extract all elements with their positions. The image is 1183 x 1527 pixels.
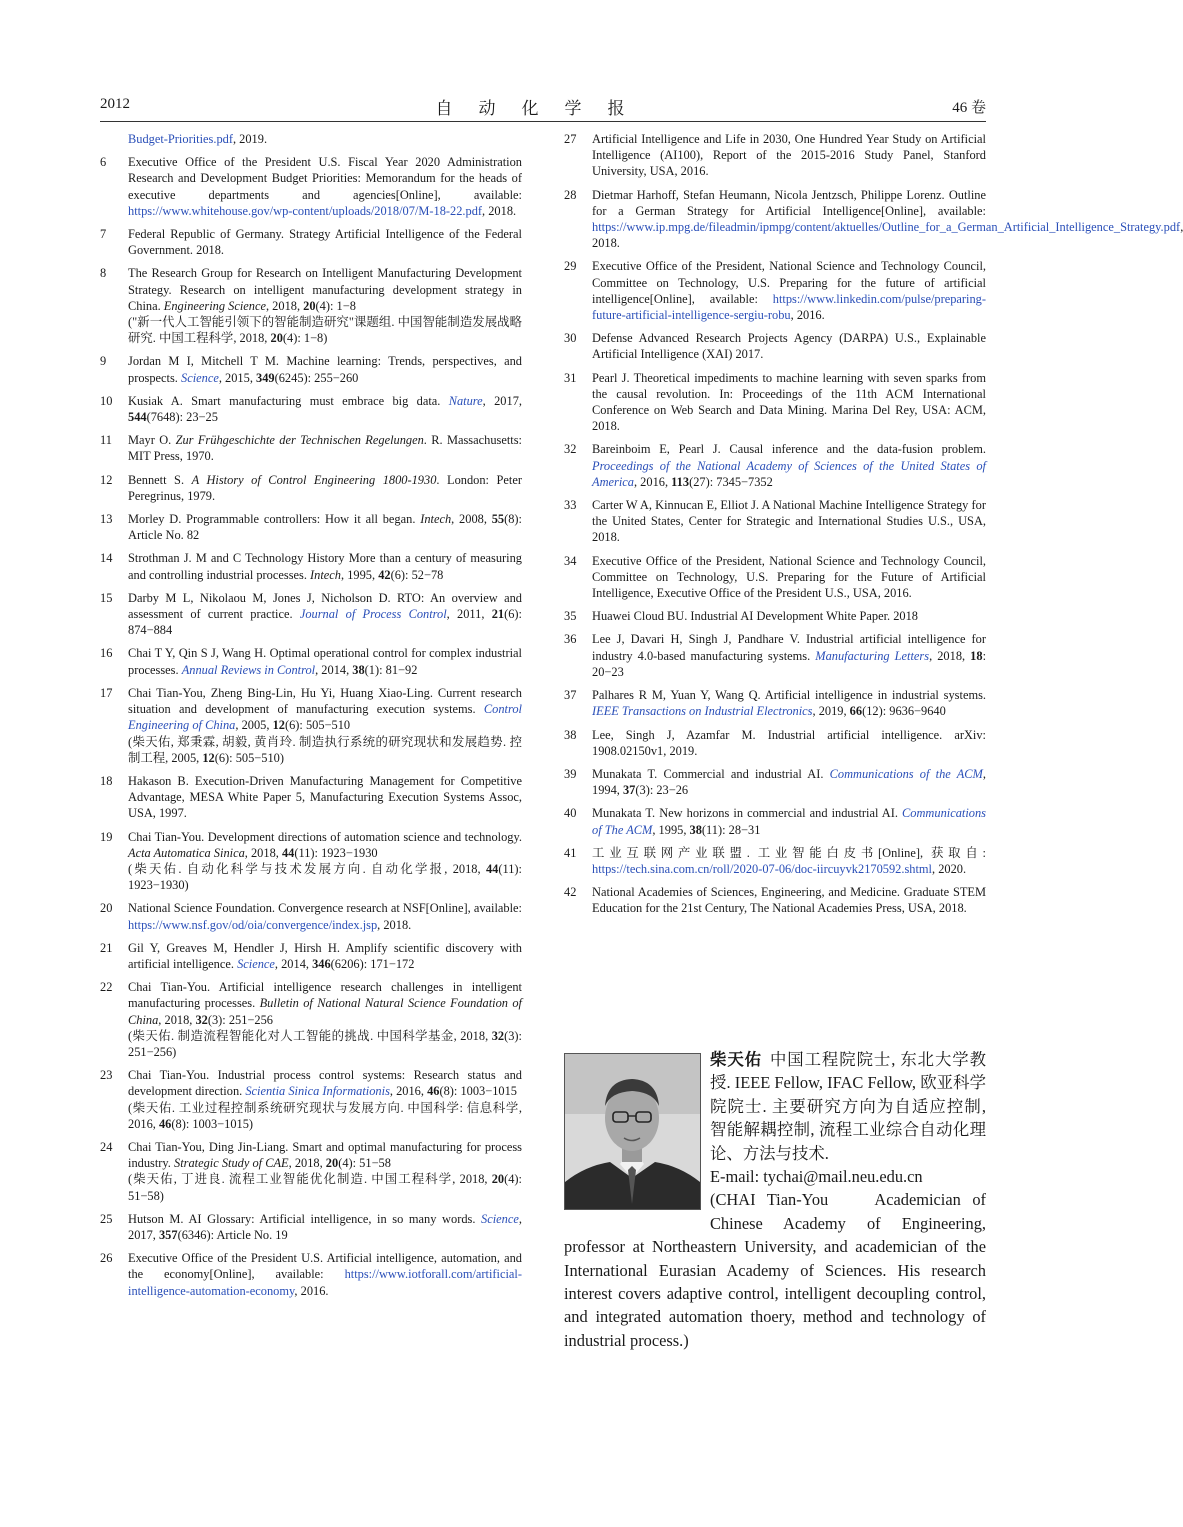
reference-number: 34: [564, 553, 577, 568]
reference-segment: Hakason B. Execution-Driven Manufacturing Management for Competitive Advantage, MESA White Paper 5, Manufacturing Execution Systems Assoc, USA, 1997.: [128, 773, 522, 821]
reference-number: 13: [100, 512, 113, 527]
reference-segment: Executive Office of the President U.S. Artificial intelligence, automation, and the economy[Online], available:: [128, 1251, 522, 1282]
reference-segment: , 2016,: [633, 474, 672, 489]
reference-segment: 12: [272, 718, 285, 733]
reference-number: 31: [564, 370, 577, 385]
reference-segment: Bareinboim E, Pearl J. Causal inference and the data-fusion problem.: [592, 442, 986, 457]
reference-link[interactable]: Budget-Priorities.pdf: [128, 132, 233, 146]
reference-item: [564, 497, 986, 546]
reference-text: [592, 805, 986, 837]
reference-segment: Pearl J. Theoretical impediments to machine learning with seven sparks from the causal revolution. In: Proceedings of the 11th ACM International Conference on Web Search and Data Mining. Marina Del Rey, USA: ACM, 2018.: [592, 370, 986, 434]
reference-segment: Palhares R M, Yuan Y, Wang Q. Artificial intelligence in industrial systems.: [592, 688, 986, 703]
reference-link[interactable]: https://www.nsf.gov/od/oia/convergence/index.jsp: [128, 917, 378, 932]
page-header: [100, 96, 986, 118]
reference-number: 29: [564, 259, 577, 274]
reference-segment: , 2017,: [482, 393, 522, 408]
reference-segment: (柴天佑, 丁进良. 流程工业智能优化制造. 中国工程科学, 2018,: [128, 1172, 492, 1187]
reference-number: 15: [100, 590, 113, 605]
reference-item: [100, 353, 522, 385]
reference-segment: , 1995,: [341, 567, 379, 582]
reference-segment: Lee J, Davari H, Singh J, Pandhare V. Industrial artificial intelligence for industry 4.0-based manufacturing systems.: [592, 632, 986, 663]
reference-segment: (4): 51−58: [338, 1156, 391, 1171]
reference-number: 21: [100, 940, 113, 955]
reference-segment: 44: [281, 845, 295, 860]
reference-segment: Chai Tian-You, Zheng Bing-Lin, Hu Yi, Huang Xiao-Ling. Current research situation and development of manufacturing execution systems.: [128, 685, 522, 717]
reference-link[interactable]: Science: [237, 956, 275, 971]
reference-segment: 37: [622, 783, 636, 798]
reference-segment: , 2008,: [451, 512, 492, 527]
reference-text: [592, 766, 986, 798]
reference-link[interactable]: Journal of Process Control: [299, 607, 447, 622]
reference-item: [100, 226, 522, 258]
reference-segment: (6206): 171−172: [330, 956, 415, 971]
author-biography: [564, 1048, 986, 1352]
reference-segment: (1): 81−92: [364, 662, 418, 677]
reference-number: 25: [100, 1211, 113, 1226]
reference-segment: , 2018.: [482, 203, 517, 218]
reference-segment: (4): 1−8: [315, 298, 356, 313]
reference-text: [128, 472, 522, 504]
reference-segment: 42: [378, 567, 391, 582]
reference-segment: (3): 23−26: [635, 783, 689, 798]
portrait-image: [565, 1054, 700, 1209]
reference-number: 32: [564, 442, 577, 457]
reference-segment: , 2005,: [235, 718, 273, 733]
reference-item: [100, 900, 522, 932]
reference-number: 17: [100, 685, 113, 700]
reference-link[interactable]: Proceedings of the National Academy of Sciences of the United States of America: [592, 458, 986, 489]
reference-number: 42: [564, 885, 577, 900]
reference-text: [128, 685, 522, 766]
reference-number: 26: [100, 1251, 113, 1266]
reference-item: [564, 553, 986, 602]
reference-segment: (柴天佑. 制造流程智能化对人工智能的挑战. 中国科学基金, 2018,: [128, 1028, 492, 1043]
reference-segment: Defense Advanced Research Projects Agency (DARPA) U.S., Explainable Artificial Intelligence (XAI) 2017.: [592, 331, 986, 362]
reference-segment: The Research Group for Research on Intelligent Manufacturing Development Strategy. Research on intelligent manufacturing development strategy in China.: [128, 266, 522, 313]
reference-number: 9: [100, 354, 107, 369]
reference-text: [592, 258, 986, 323]
reference-text: [592, 845, 986, 877]
reference-number: 7: [100, 227, 107, 242]
reference-segment: (11): 1923−1930: [294, 845, 378, 860]
reference-segment: 46: [158, 1116, 172, 1131]
reference-link[interactable]: Communications of The ACM: [592, 806, 986, 837]
reference-segment: Executive Office of the President, National Science and Technology Council, Committee on Technology, U.S. Preparing for the future of artificial intelligence[Online], available:: [592, 259, 986, 306]
reference-segment: Federal Republic of Germany. Strategy Artificial Intelligence of the Federal Government. 2018.: [128, 227, 522, 258]
reference-segment: (11): 1923−1930): [128, 861, 522, 893]
reference-link[interactable]: IEEE Transactions on Industrial Electronics: [592, 704, 813, 719]
reference-text: [128, 979, 522, 1060]
reference-item: [564, 131, 986, 180]
reference-segment: (7648): 23−25: [146, 410, 218, 425]
reference-text: [128, 353, 522, 385]
reference-item: [100, 1250, 522, 1299]
reference-text: [128, 940, 522, 972]
reference-number: 12: [100, 472, 113, 487]
reference-number: 16: [100, 646, 113, 661]
reference-segment: Chai Tian-You, Ding Jin-Liang. Smart and optimal manufacturing for process industry.: [128, 1139, 522, 1171]
reference-segment: , 2018,: [288, 1156, 326, 1171]
header-rule: [100, 121, 986, 122]
reference-segment: A History of Control Engineering 1800-1930: [191, 472, 437, 487]
reference-segment: , 2019.: [232, 132, 268, 146]
reference-number: 38: [564, 727, 577, 742]
reference-number: 19: [100, 829, 113, 844]
biography-en: Academician of Chinese Academy of Engineering, professor at Northeastern University, and academician of the International Eurasian Academy of Sciences. His research interest covers adaptive control, intelligent decoupling control, and integrated automation thoery, method and technology of industrial process.): [564, 1190, 987, 1350]
reference-segment: (12): 9636−9640: [862, 704, 946, 719]
reference-segment: Intech: [420, 512, 452, 527]
reference-item: [564, 370, 986, 435]
reference-segment: Engineering Science: [163, 298, 266, 313]
reference-segment: , 2016,: [389, 1084, 428, 1099]
reference-item: [564, 727, 986, 759]
reference-segment: Artificial Intelligence and Life in 2030, One Hundred Year Study on Artificial Intelligence (AI100), Report of the 2015-2016 Study Panel, Stanford University, USA, 2016.: [592, 132, 986, 179]
reference-link[interactable]: Control Engineering of China: [128, 702, 522, 733]
reference-segment: Zur Frühgeschichte der Technischen Regelungen: [175, 433, 424, 448]
reference-item: [100, 590, 522, 639]
reference-text: [128, 226, 522, 258]
reference-text: [128, 590, 522, 639]
reference-segment: (柴天佑. 自动化科学与技术发展方向. 自动化学报, 2018,: [128, 861, 486, 876]
reference-number: 8: [100, 266, 107, 281]
reference-item: [564, 687, 986, 719]
reference-segment: 21: [491, 607, 505, 622]
reference-item: [100, 1139, 522, 1204]
reference-number: 36: [564, 632, 577, 647]
reference-item: [100, 829, 522, 894]
references-right-column: [564, 131, 1183, 924]
reference-segment: 工业互联网产业联盟. 工业智能白皮书[Online], 获取自:: [592, 845, 986, 860]
reference-segment: 12: [202, 750, 215, 765]
reference-segment: , 2011,: [446, 607, 492, 622]
reference-item: [564, 330, 986, 362]
reference-text: [128, 265, 522, 346]
reference-link[interactable]: https://tech.sina.com.cn/roll/2020-07-06/doc-iircuyvk2170592.shtml: [592, 861, 933, 876]
reference-item: [100, 940, 522, 972]
reference-text: [592, 884, 986, 916]
reference-segment: 20: [270, 331, 283, 346]
reference-segment: (6245): 255−260: [274, 370, 359, 385]
reference-segment: (6): 874−884: [128, 607, 522, 638]
reference-text: [128, 829, 522, 894]
reference-segment: 46: [427, 1084, 440, 1099]
reference-item: [564, 187, 1183, 252]
reference-segment: , 1994,: [592, 766, 986, 798]
reference-link[interactable]: https://www.whitehouse.gov/wp-content/uploads/2018/07/M-18-22.pdf: [128, 203, 483, 218]
reference-segment: 20: [303, 298, 316, 313]
reference-item: [564, 766, 986, 798]
reference-segment: (4): 1−8): [282, 331, 328, 346]
reference-text: [592, 608, 986, 624]
reference-number: 30: [564, 331, 577, 346]
reference-link[interactable]: Annual Reviews in Control: [181, 662, 316, 677]
reference-item: [100, 472, 522, 504]
reference-segment: Huawei Cloud BU. Industrial AI Development White Paper. 2018: [592, 609, 919, 624]
reference-number: 39: [564, 766, 577, 781]
reference-segment: , 2016.: [790, 308, 825, 323]
reference-number: 28: [564, 187, 577, 202]
reference-segment: Munakata T. Commercial and industrial AI.: [592, 766, 830, 781]
reference-item: [100, 645, 522, 677]
reference-item: [564, 805, 986, 837]
reference-segment: Jordan M I, Mitchell T M. Machine learning: Trends, perspectives, and prospects.: [128, 354, 522, 385]
reference-text: [128, 432, 522, 464]
reference-segment: (3): 251−256): [128, 1028, 522, 1059]
reference-text: [128, 550, 522, 582]
reference-segment: 38: [352, 662, 365, 677]
reference-segment: . London: Peter Peregrinus, 1979.: [128, 472, 522, 503]
reference-text: [592, 330, 986, 362]
reference-number: 22: [100, 980, 113, 995]
reference-link[interactable]: https://www.iotforall.com/artificial-intelligence-automation-economy: [128, 1267, 522, 1298]
reference-item: [564, 631, 986, 680]
reference-segment: Hutson M. AI Glossary: Artificial intelligence, in so many words.: [128, 1211, 482, 1226]
reference-text: [592, 687, 986, 719]
journal-title: 自动化学报: [435, 99, 651, 118]
reference-item: [564, 884, 986, 916]
reference-number: 40: [564, 806, 577, 821]
reference-segment: Bennett S.: [128, 472, 192, 487]
reference-segment: (6346): Article No. 19: [177, 1227, 288, 1242]
reference-item: [564, 258, 986, 323]
reference-segment: (27): 7345−7352: [689, 474, 773, 489]
reference-segment: (8): 1003−1015: [439, 1084, 517, 1099]
reference-text: [592, 553, 986, 602]
reference-number: 33: [564, 498, 577, 513]
reference-link[interactable]: Communications of the ACM: [829, 766, 983, 781]
reference-item: [100, 979, 522, 1060]
reference-number: 35: [564, 609, 577, 624]
reference-segment: Morley D. Programmable controllers: How it all began.: [128, 512, 421, 527]
reference-link[interactable]: Nature: [448, 393, 483, 408]
reference-segment: 349: [256, 370, 275, 385]
reference-segment: , 2018.: [592, 220, 1183, 251]
reference-segment: 544: [128, 410, 147, 425]
reference-segment: , 2018,: [244, 845, 282, 860]
reference-item: [564, 608, 986, 624]
reference-text: [592, 187, 1183, 252]
reference-segment: , 2016.: [294, 1283, 329, 1298]
reference-segment: , 2014,: [274, 956, 313, 971]
reference-text: [128, 1139, 522, 1204]
reference-segment: Chai Tian-You. Artificial intelligence research challenges in intelligent manufacturing processes.: [128, 980, 522, 1011]
reference-number: 6: [100, 155, 107, 170]
reference-segment: (8): Article No. 82: [128, 512, 522, 543]
reference-item: [564, 845, 986, 877]
reference-segment: 55: [491, 512, 505, 527]
reference-segment: Strategic Study of CAE: [174, 1156, 289, 1171]
reference-segment: Kusiak A. Smart manufacturing must embrace big data.: [128, 393, 449, 408]
reference-text: [128, 1067, 522, 1132]
reference-segment: , 2018,: [265, 298, 304, 313]
reference-segment: , 2015,: [218, 370, 257, 385]
reference-text: [128, 511, 522, 543]
reference-segment: 346: [312, 956, 331, 971]
reference-segment: Intech: [310, 567, 342, 582]
reference-text: [128, 773, 522, 822]
reference-item: [100, 154, 522, 219]
reference-segment: (柴天佑. 工业过程控制系统研究现状与发展方向. 中国科学: 信息科学, 2016,: [128, 1100, 522, 1131]
reference-segment: Executive Office of the President, National Science and Technology Council, Committee on Technology, U.S. Preparing for the Future of Artificial Intelligence, Executive Office of the President U.S., USA, 2016.: [592, 553, 986, 601]
reference-item: [100, 1067, 522, 1132]
reference-segment: Chai Tian-You. Industrial process control systems: Research status and development direction.: [128, 1068, 522, 1099]
author-email: E-mail: tychai@mail.neu.edu.cn: [710, 1167, 923, 1187]
reference-segment: (柴天佑, 郑秉霖, 胡毅, 黄肖玲. 制造执行系统的研究现状和发展趋势. 控制工程, 2005,: [128, 734, 522, 765]
reference-text: [128, 1211, 522, 1243]
reference-number: 37: [564, 688, 577, 703]
reference-segment: , 2018.: [377, 917, 412, 932]
reference-number: 18: [100, 773, 113, 788]
reference-number: 27: [564, 132, 577, 146]
reference-segment: 66: [849, 704, 863, 719]
reference-segment: 20: [325, 1156, 339, 1171]
reference-segment: Gil Y, Greaves M, Hendler J, Hirsh H. Amplify scientific discovery with artificial intelligence.: [128, 940, 522, 971]
reference-link[interactable]: Science: [181, 370, 219, 385]
reference-number: 11: [100, 433, 112, 448]
author-photo: [564, 1053, 701, 1210]
reference-item: [100, 131, 522, 147]
reference-segment: Strothman J. M and C Technology History More than a century of measuring and controlling industrial processes.: [128, 551, 522, 582]
reference-text: [128, 900, 522, 932]
reference-segment: , 2018,: [929, 648, 971, 663]
reference-segment: Chai T Y, Qin S J, Wang H. Optimal operational control for complex industrial processes.: [128, 646, 522, 677]
reference-text: [128, 154, 522, 219]
volume-label: 46 卷: [952, 100, 986, 116]
author-name-en: (CHAI Tian-You: [710, 1190, 829, 1210]
reference-segment: (6): 505−510: [284, 718, 351, 733]
reference-item: [100, 265, 522, 346]
reference-item: [100, 393, 522, 425]
reference-item: [100, 511, 522, 543]
reference-text: [128, 1250, 522, 1299]
reference-segment: Executive Office of the President U.S. Fiscal Year 2020 Administration Research and Development Budget Priorities: Memorandum for the heads of executive departments and agencies[Online], available:: [128, 155, 522, 202]
reference-number: 23: [100, 1068, 113, 1083]
reference-item: [100, 432, 522, 464]
reference-segment: Munakata T. New horizons in commercial and industrial AI.: [592, 806, 903, 821]
biography-cn: 中国工程院院士, 东北大学教授. IEEE Fellow, IFAC Fellow, 欧亚科学院院士. 主要研究方向为自适应控制, 智能解耦控制, 流程工业综合自动化理论、方法与技术.: [710, 1050, 987, 1163]
reference-link[interactable]: https://www.ip.mpg.de/fileadmin/ipmpg/content/aktuelles/Outline_for_a_German_Artificial_Intelligence_Strategy.pdf: [592, 220, 1181, 235]
reference-segment: (8): 1003−1015): [171, 1116, 254, 1131]
reference-segment: ("新一代人工智能引领下的智能制造研究"课题组. 中国智能制造发展战略研究. 中国工程科学, 2018,: [128, 315, 522, 346]
reference-segment: Bulletin of National Natural Science Foundation of China: [128, 996, 522, 1027]
reference-number: 24: [100, 1139, 113, 1154]
reference-segment: , 2020.: [932, 861, 967, 876]
reference-text: [128, 393, 522, 425]
reference-segment: 44: [485, 861, 499, 876]
reference-text: [592, 497, 986, 546]
reference-segment: 32: [491, 1028, 505, 1043]
reference-segment: National Science Foundation. Convergence research at NSF[Online], available:: [128, 901, 522, 916]
reference-segment: 20: [491, 1172, 505, 1187]
reference-text: [592, 370, 986, 435]
reference-text: [128, 131, 522, 147]
reference-text: [592, 631, 986, 680]
reference-segment: Mayr O.: [128, 433, 176, 448]
reference-segment: 113: [671, 474, 690, 489]
reference-item: [100, 773, 522, 822]
reference-text: [592, 441, 986, 490]
references-left-column: [100, 131, 522, 1306]
reference-link[interactable]: Manufacturing Letters: [815, 648, 930, 663]
reference-segment: Darby M L, Nikolaou M, Jones J, Nicholson D. RTO: An overview and assessment of current practice.: [128, 590, 522, 622]
reference-segment: National Academies of Sciences, Engineering, and Medicine. Graduate STEM Education for the 21st Century, The National Academies Press, USA, 2018.: [592, 885, 986, 916]
reference-segment: , 2018,: [158, 1012, 196, 1027]
reference-segment: , 2019,: [812, 704, 850, 719]
reference-item: [100, 550, 522, 582]
reference-segment: , 2014,: [315, 662, 353, 677]
reference-segment: : 20−23: [592, 648, 987, 679]
reference-text: [592, 727, 986, 759]
reference-segment: Dietmar Harhoff, Stefan Heumann, Nicola Jentzsch, Philippe Lorenz. Outline for a German Strategy for Artificial Intelligence[Online], available:: [592, 187, 986, 218]
reference-text: [128, 645, 522, 677]
reference-segment: Lee, Singh J, Azamfar M. Industrial artificial intelligence. arXiv: 1908.02150v1, 2019.: [592, 727, 986, 758]
reference-segment: 18: [970, 648, 983, 663]
reference-link[interactable]: Scientia Sinica Informationis: [245, 1084, 390, 1099]
reference-segment: , 2017,: [128, 1211, 522, 1242]
reference-number: 14: [100, 551, 113, 566]
reference-segment: (4): 51−58): [128, 1172, 522, 1203]
reference-segment: (11): 28−31: [701, 822, 761, 837]
reference-segment: 38: [689, 822, 702, 837]
reference-segment: (6): 505−510): [214, 750, 285, 765]
reference-number: 20: [100, 901, 113, 916]
reference-text: [592, 131, 986, 180]
reference-segment: , 1995,: [652, 822, 690, 837]
page-number: 2012: [100, 96, 130, 112]
reference-number: 41: [564, 845, 577, 860]
reference-segment: Chai Tian-You. Development directions of automation science and technology.: [128, 829, 522, 844]
reference-segment: Acta Automatica Sinica: [128, 845, 245, 860]
reference-item: [100, 1211, 522, 1243]
reference-segment: (3): 251−256: [207, 1012, 274, 1027]
reference-link[interactable]: Science: [481, 1211, 519, 1226]
reference-item: [100, 685, 522, 766]
reference-number: 10: [100, 393, 113, 408]
reference-link[interactable]: https://www.linkedin.com/pulse/preparing-future-artificial-intelligence-sergiu-robu: [592, 291, 986, 323]
author-name-cn: 柴天佑: [710, 1050, 762, 1069]
reference-item: [564, 441, 986, 490]
reference-segment: 32: [195, 1012, 208, 1027]
reference-segment: Carter W A, Kinnucan E, Elliot J. A National Machine Intelligence Strategy for the United States, Center for Strategic and International Studies U.S., USA, 2018.: [592, 498, 986, 545]
reference-segment: 357: [158, 1227, 178, 1242]
reference-segment: (6): 52−78: [390, 567, 444, 582]
reference-segment: . R. Massachusetts: MIT Press, 1970.: [128, 433, 522, 464]
